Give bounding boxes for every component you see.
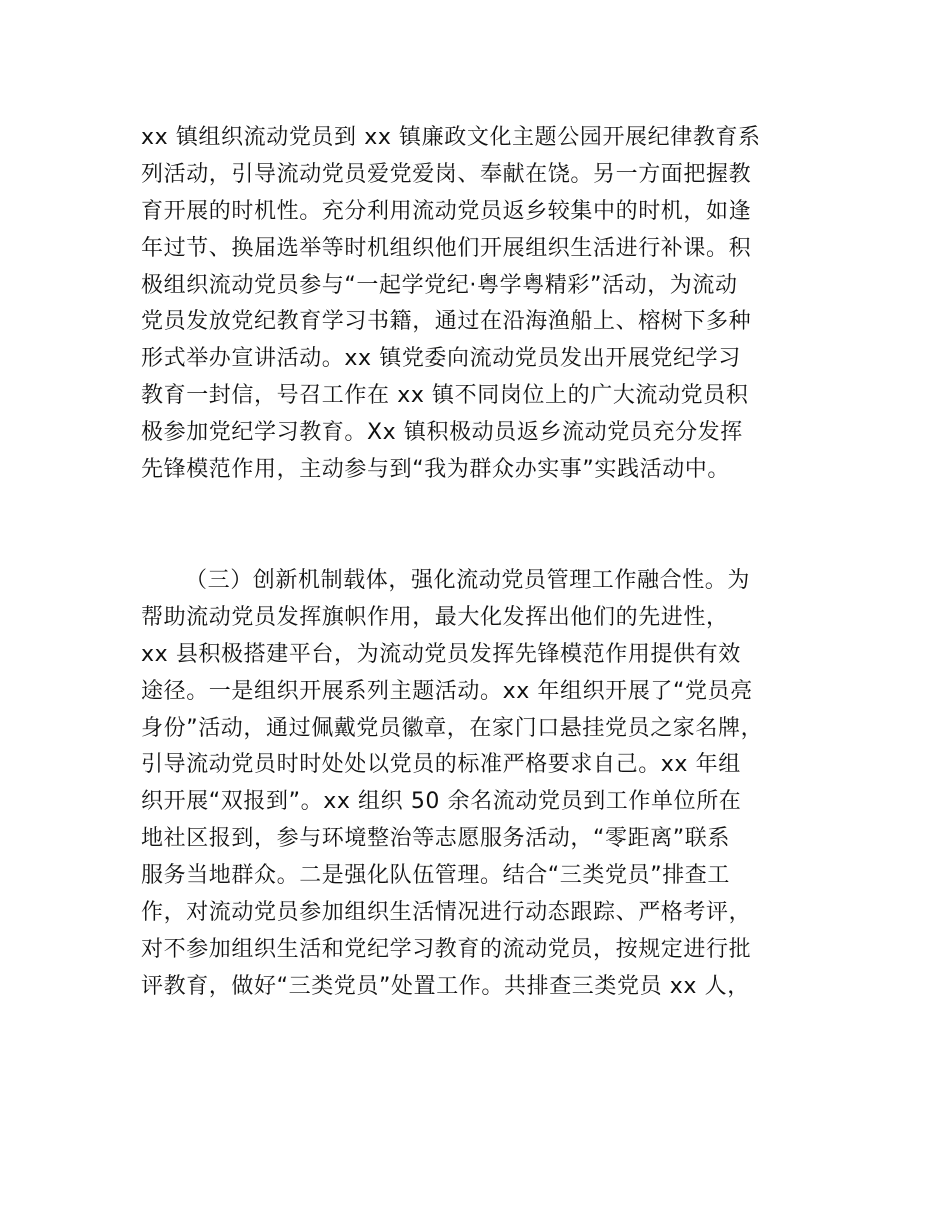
- paragraph-1-line: 极组织流动党员参与“一起学党纪·粤学粤精彩”活动，为流动: [141, 272, 738, 298]
- paragraph-1-line: 列活动，引导流动党员爱党爱岗、奉献在饶。另一方面把握教: [141, 161, 752, 187]
- paragraph-1: [141, 120, 841, 489]
- paragraph-2-line: 身份”活动，通过佩戴党员徽章，在家门口悬挂党员之家名牌，: [141, 715, 764, 741]
- paragraph-2: [141, 563, 841, 1006]
- paragraph-2-line: 作，对流动党员参加组织生活情况进行动态跟踪、严格考评，: [141, 900, 752, 926]
- paragraph-2-line: 途径。一是组织开展系列主题活动。xx 年组织开展了“党员亮: [141, 678, 753, 704]
- paragraph-2-line: 对不参加组织生活和党纪学习教育的流动党员，按规定进行批: [141, 936, 752, 962]
- paragraph-2-heading-line: （三）创新机制载体，强化流动党员管理工作融合性。为: [185, 568, 751, 593]
- paragraph-2-line: 评教育，做好“三类党员”处置工作。共排查三类党员 xx 人，: [141, 973, 750, 999]
- paragraph-2-line: 帮助流动党员发挥旗帜作用，最大化发挥出他们的先进性，: [141, 604, 729, 630]
- paragraph-2-line: 引导流动党员时时处处以党员的标准严格要求自己。xx 年组: [141, 752, 741, 778]
- paragraph-1-line: 育开展的时机性。充分利用流动党员返乡较集中的时机，如逢: [141, 198, 752, 224]
- paragraph-2-line: xx 县积极搭建平台，为流动党员发挥先锋模范作用提供有效: [141, 641, 741, 667]
- paragraph-2-line: 服务当地群众。二是强化队伍管理。结合“三类党员”排查工: [141, 863, 730, 889]
- paragraph-1-line: 教育一封信，号召工作在 xx 镇不同岗位上的广大流动党员积: [141, 383, 749, 409]
- paragraph-1-line: 先锋模范作用，主动参与到“我为群众办实事”实践活动中。: [141, 457, 730, 483]
- paragraph-2-line: 地社区报到，参与环境整治等志愿服务活动，“零距离”联系: [141, 826, 730, 852]
- paragraph-1-line: 党员发放党纪教育学习书籍，通过在沿海渔船上、榕树下多种: [141, 309, 752, 335]
- paragraph-1-line: 形式举办宣讲活动。xx 镇党委向流动党员发出开展党纪学习: [141, 346, 741, 372]
- paragraph-1-line: 极参加党纪学习教育。Xx 镇积极动员返乡流动党员充分发挥: [141, 420, 743, 446]
- paragraph-2-line: 织开展“双报到”。xx 组织 50 余名流动党员到工作单位所在: [141, 789, 742, 815]
- paragraph-1-line: 年过节、换届选举等时机组织他们开展组织生活进行补课。积: [141, 235, 752, 261]
- paragraph-1-line: xx 镇组织流动党员到 xx 镇廉政文化主题公园开展纪律教育系: [141, 125, 761, 150]
